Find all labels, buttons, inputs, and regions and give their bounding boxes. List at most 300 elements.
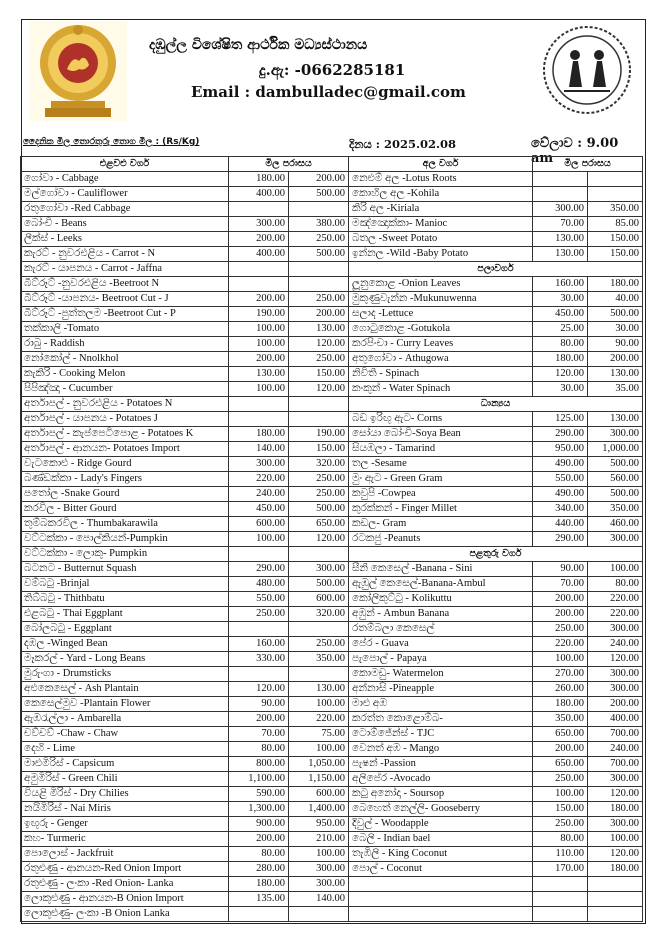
- max-price: 240.00: [588, 742, 643, 757]
- table-row: [349, 907, 643, 922]
- item-name: මාළු අඹ: [349, 697, 533, 712]
- max-price: 700.00: [588, 757, 643, 772]
- min-price: 220.00: [533, 637, 588, 652]
- max-price: 250.00: [289, 637, 349, 652]
- item-name: බණ්ඩක්කා - Lady's Fingers: [21, 472, 229, 487]
- column-header-price-range: මිල පරාසය: [229, 157, 349, 172]
- item-name: බෙහෙත් නෙල්ලි- Gooseberry: [349, 802, 533, 817]
- max-price: 950.00: [289, 817, 349, 832]
- table-row: [349, 457, 643, 472]
- table-row: [21, 607, 349, 622]
- max-price: 350.00: [588, 202, 643, 217]
- max-price: 200.00: [289, 172, 349, 187]
- item-name: දෙහි - Lime: [21, 742, 229, 757]
- table-row: [349, 247, 643, 262]
- item-name: මෑකරල් - Yard - Long Beans: [21, 652, 229, 667]
- max-price: 400.00: [588, 712, 643, 727]
- max-price: [289, 412, 349, 427]
- max-price: 190.00: [289, 427, 349, 442]
- max-price: 80.00: [588, 577, 643, 592]
- max-price: 500.00: [588, 307, 643, 322]
- min-price: 80.00: [229, 847, 289, 862]
- max-price: 300.00: [588, 682, 643, 697]
- section-title: පළතුරු වර්ග: [349, 547, 643, 562]
- min-price: 180.00: [229, 877, 289, 892]
- min-price: 340.00: [533, 502, 588, 517]
- item-name: කොහිල අල -Kohila: [349, 187, 533, 202]
- item-name: කෝලිකුට්ටු - Kolikuttu: [349, 592, 533, 607]
- min-price: 160.00: [533, 277, 588, 292]
- max-price: 220.00: [588, 592, 643, 607]
- max-price: 150.00: [289, 442, 349, 457]
- item-name: වම්බටු -Brinjal: [21, 577, 229, 592]
- min-price: [533, 172, 588, 187]
- section-title: පලාවර්ග: [349, 262, 643, 277]
- table-row: [349, 502, 643, 517]
- max-price: 120.00: [588, 787, 643, 802]
- min-price: 250.00: [533, 622, 588, 637]
- item-name: බතල -Sweet Potato: [349, 232, 533, 247]
- item-name: පැපොල් - Papaya: [349, 652, 533, 667]
- table-row: [21, 442, 349, 457]
- item-name: කැරට් - යාපනය - Carrot - Jaffna: [21, 262, 229, 277]
- min-price: [229, 412, 289, 427]
- table-row: [349, 532, 643, 547]
- min-price: [229, 202, 289, 217]
- max-price: [289, 397, 349, 412]
- table-row: [21, 832, 349, 847]
- table-header-row: [349, 157, 643, 172]
- table-row: [349, 772, 643, 787]
- min-price: 450.00: [533, 307, 588, 322]
- table-row: [349, 427, 643, 442]
- item-name: පැෂන් -Passion: [349, 757, 533, 772]
- min-price: 450.00: [229, 502, 289, 517]
- min-price: [229, 667, 289, 682]
- time: වේලාව : 9.00 am: [531, 136, 619, 166]
- table-row: [349, 562, 643, 577]
- max-price: 200.00: [588, 352, 643, 367]
- table-row: [21, 307, 349, 322]
- item-name: කැකිරි - Cooking Melon: [21, 367, 229, 382]
- max-price: 300.00: [588, 427, 643, 442]
- item-name: පේර - Guava: [349, 637, 533, 652]
- max-price: [289, 907, 349, 922]
- table-row: [349, 892, 643, 907]
- table-row: [21, 697, 349, 712]
- min-price: 70.00: [229, 727, 289, 742]
- item-name: ඇඹරැල්ලා - Ambarella: [21, 712, 229, 727]
- min-price: 240.00: [229, 487, 289, 502]
- min-price: 220.00: [229, 472, 289, 487]
- min-price: 30.00: [533, 382, 588, 397]
- date: දිනය : 2025.02.08: [349, 137, 456, 151]
- min-price: 290.00: [533, 427, 588, 442]
- item-name: [349, 877, 533, 892]
- item-name: මුං ඇට - Green Gram: [349, 472, 533, 487]
- max-price: 100.00: [289, 742, 349, 757]
- min-price: 25.00: [533, 322, 588, 337]
- max-price: 120.00: [289, 337, 349, 352]
- table-row: [21, 712, 349, 727]
- min-price: 180.00: [229, 172, 289, 187]
- max-price: 500.00: [289, 247, 349, 262]
- item-name: නෝකෝල් - Nnolkhol: [21, 352, 229, 367]
- item-name: අමුමිරිස් - Green Chili: [21, 772, 229, 787]
- min-price: 70.00: [533, 217, 588, 232]
- min-price: 180.00: [533, 352, 588, 367]
- item-name: [349, 892, 533, 907]
- table-row: [21, 367, 349, 382]
- max-price: 250.00: [289, 292, 349, 307]
- item-name: සීනි කෙසෙල් -Banana - Sini: [349, 562, 533, 577]
- max-price: 300.00: [289, 562, 349, 577]
- min-price: 480.00: [229, 577, 289, 592]
- item-name: මඤ්ඤොක්කා- Manioc: [349, 217, 533, 232]
- table-row: [21, 292, 349, 307]
- table-row: [21, 622, 349, 637]
- table-row: [349, 832, 643, 847]
- min-price: 200.00: [229, 292, 289, 307]
- min-price: 180.00: [533, 697, 588, 712]
- item-name: අර්තාපල් - ආනයන- Potatoes Import: [21, 442, 229, 457]
- min-price: 200.00: [533, 607, 588, 622]
- min-price: 650.00: [533, 727, 588, 742]
- max-price: 320.00: [289, 607, 349, 622]
- min-price: 100.00: [229, 532, 289, 547]
- item-name: බීට්රූට් -පුත්තලම -Beetroot Cut - P: [21, 307, 229, 322]
- min-price: 120.00: [229, 682, 289, 697]
- max-price: 650.00: [289, 517, 349, 532]
- item-name: අන්නාසි -Pineapple: [349, 682, 533, 697]
- min-price: [229, 397, 289, 412]
- table-row: [21, 817, 349, 832]
- item-name: චව්චව් -Chaw - Chaw: [21, 727, 229, 742]
- max-price: [289, 262, 349, 277]
- max-price: 600.00: [289, 787, 349, 802]
- min-price: 100.00: [229, 322, 289, 337]
- table-row: [349, 577, 643, 592]
- min-price: 120.00: [533, 367, 588, 382]
- max-price: 150.00: [289, 367, 349, 382]
- item-name: අඹුන් - Ambun Banana: [349, 607, 533, 622]
- item-name: ටොම්ජේන්ස් - TJC: [349, 727, 533, 742]
- table-row: [349, 232, 643, 247]
- min-price: 290.00: [533, 532, 588, 547]
- max-price: 250.00: [289, 472, 349, 487]
- max-price: 500.00: [588, 487, 643, 502]
- item-name: කරත්ත කොළොම්බ-: [349, 712, 533, 727]
- max-price: 40.00: [588, 292, 643, 307]
- table-row: [349, 472, 643, 487]
- min-price: 180.00: [229, 427, 289, 442]
- min-price: 490.00: [533, 457, 588, 472]
- min-price: 440.00: [533, 517, 588, 532]
- table-row: [21, 427, 349, 442]
- table-row: [349, 277, 643, 292]
- item-name: වැටකොළු - Ridge Gourd: [21, 457, 229, 472]
- max-price: [588, 892, 643, 907]
- min-price: 1,100.00: [229, 772, 289, 787]
- max-price: [289, 667, 349, 682]
- min-price: 1,300.00: [229, 802, 289, 817]
- max-price: 75.00: [289, 727, 349, 742]
- ministry-seal-icon: [542, 25, 632, 115]
- min-price: 80.00: [229, 742, 289, 757]
- table-row: [21, 757, 349, 772]
- max-price: 220.00: [588, 607, 643, 622]
- table-row: [349, 517, 643, 532]
- max-price: 380.00: [289, 217, 349, 232]
- section-row: [349, 547, 643, 562]
- item-name: වියළි මිරිස් - Dry Chilies: [21, 787, 229, 802]
- section-row: [349, 397, 643, 412]
- table-row: [21, 262, 349, 277]
- min-price: 30.00: [533, 292, 588, 307]
- item-name: වෙනත් අඹ - Mango: [349, 742, 533, 757]
- max-price: 1,400.00: [289, 802, 349, 817]
- item-name: තැඹිලි - King Coconut: [349, 847, 533, 862]
- max-price: 210.00: [289, 832, 349, 847]
- max-price: 560.00: [588, 472, 643, 487]
- item-name: [349, 907, 533, 922]
- table-row: [349, 757, 643, 772]
- max-price: 180.00: [588, 862, 643, 877]
- min-price: 140.00: [229, 442, 289, 457]
- max-price: 300.00: [289, 877, 349, 892]
- max-price: 240.00: [588, 637, 643, 652]
- table-row: [21, 682, 349, 697]
- item-name: තුම්බකරවිල - Thumbakarawila: [21, 517, 229, 532]
- min-price: 110.00: [533, 847, 588, 862]
- table-row: [349, 172, 643, 187]
- min-price: 280.00: [229, 862, 289, 877]
- item-name: කිරි අල -Kiriala: [349, 202, 533, 217]
- table-row: [21, 772, 349, 787]
- table-row: [349, 667, 643, 682]
- other-price-table: [348, 156, 643, 922]
- max-price: 130.00: [588, 412, 643, 427]
- item-name: ගොටුකොළ -Gotukola: [349, 322, 533, 337]
- min-price: 650.00: [533, 757, 588, 772]
- item-name: වට්ටක්කා - පොල්කියන්-Pumpkin: [21, 532, 229, 547]
- max-price: 500.00: [289, 502, 349, 517]
- table-row: [349, 712, 643, 727]
- max-price: 120.00: [289, 532, 349, 547]
- item-name: තිබ්බටු - Thithbatu: [21, 592, 229, 607]
- item-name: වට්ටක්කා - ලොකු- Pumpkin: [21, 547, 229, 562]
- max-price: [289, 547, 349, 562]
- min-price: 130.00: [229, 367, 289, 382]
- table-row: [349, 682, 643, 697]
- max-price: 300.00: [588, 772, 643, 787]
- min-price: [229, 622, 289, 637]
- min-price: 90.00: [229, 697, 289, 712]
- table-row: [349, 307, 643, 322]
- item-name: ඇඹුල් කෙසෙල්-Banana-Ambul: [349, 577, 533, 592]
- table-row: [21, 532, 349, 547]
- item-name: කැරට් - නුවරඑළිය - Carrot - N: [21, 247, 229, 262]
- item-name: කරපිංචා - Curry Leaves: [349, 337, 533, 352]
- item-name: බීට්රූට් -නුවරඑළිය -Beetroot N: [21, 277, 229, 292]
- max-price: 130.00: [289, 322, 349, 337]
- max-price: [588, 187, 643, 202]
- table-row: [21, 847, 349, 862]
- table-row: [21, 397, 349, 412]
- vegetable-price-table: [20, 156, 349, 922]
- item-name: පොලොස් - Jackfruit: [21, 847, 229, 862]
- item-name: ලොකුළුණු - ආනයන-B Onion Import: [21, 892, 229, 907]
- table-row: [21, 502, 349, 517]
- min-price: 590.00: [229, 787, 289, 802]
- min-price: 90.00: [533, 562, 588, 577]
- max-price: 500.00: [289, 577, 349, 592]
- table-row: [21, 652, 349, 667]
- table-row: [349, 442, 643, 457]
- max-price: 100.00: [289, 847, 349, 862]
- table-row: [21, 457, 349, 472]
- max-price: 140.00: [289, 892, 349, 907]
- item-name: රටකජු -Peanuts: [349, 532, 533, 547]
- item-name: බෝංචි - Beans: [21, 217, 229, 232]
- min-price: 130.00: [533, 232, 588, 247]
- min-price: 800.00: [229, 757, 289, 772]
- max-price: 1,000.00: [588, 442, 643, 457]
- min-price: 100.00: [229, 382, 289, 397]
- item-name: ලූනුකොළ -Onion Leaves: [349, 277, 533, 292]
- table-row: [21, 742, 349, 757]
- max-price: 35.00: [588, 382, 643, 397]
- institution-title: දඹුල්ල විශේෂිත ආර්ථික මධ්‍යස්ථානය: [149, 37, 368, 53]
- max-price: [289, 622, 349, 637]
- max-price: 250.00: [289, 352, 349, 367]
- item-name: ඉන්නල -Wild -Baby Potato: [349, 247, 533, 262]
- email: Email : dambulladec@gmail.com: [191, 83, 466, 101]
- max-price: 150.00: [588, 232, 643, 247]
- min-price: 190.00: [229, 307, 289, 322]
- item-name: නිවිති - Spinach: [349, 367, 533, 382]
- max-price: [588, 172, 643, 187]
- min-price: 260.00: [533, 682, 588, 697]
- min-price: 600.00: [229, 517, 289, 532]
- table-row: [349, 412, 643, 427]
- min-price: 950.00: [533, 442, 588, 457]
- table-row: [21, 322, 349, 337]
- item-name: බෙලි - Indian bael: [349, 832, 533, 847]
- max-price: 200.00: [289, 307, 349, 322]
- item-name: දඹල -Winged Bean: [21, 637, 229, 652]
- item-name: ලීක්ස් - Leeks: [21, 232, 229, 247]
- table-row: [21, 562, 349, 577]
- table-row: [349, 697, 643, 712]
- table-row: [349, 607, 643, 622]
- item-name: රතම්බලා කෙසෙල්: [349, 622, 533, 637]
- max-price: 250.00: [289, 232, 349, 247]
- table-row: [21, 217, 349, 232]
- max-price: 700.00: [588, 727, 643, 742]
- item-name: අළුකෙසෙල් - Ash Plantain: [21, 682, 229, 697]
- min-price: 300.00: [229, 457, 289, 472]
- item-name: බෝලබටු - Eggplant: [21, 622, 229, 637]
- table-row: [349, 292, 643, 307]
- max-price: 130.00: [588, 367, 643, 382]
- min-price: 200.00: [229, 352, 289, 367]
- min-price: 490.00: [533, 487, 588, 502]
- max-price: 130.00: [289, 682, 349, 697]
- table-row: [21, 412, 349, 427]
- item-name: රාබු - Raddish: [21, 337, 229, 352]
- table-row: [349, 487, 643, 502]
- table-row: [21, 727, 349, 742]
- min-price: 550.00: [533, 472, 588, 487]
- max-price: 220.00: [289, 712, 349, 727]
- table-row: [21, 517, 349, 532]
- max-price: 350.00: [588, 502, 643, 517]
- max-price: 300.00: [588, 667, 643, 682]
- item-name: එළබටු - Thai Eggplant: [21, 607, 229, 622]
- table-row: [21, 352, 349, 367]
- min-price: [533, 892, 588, 907]
- item-name: ඉඟුරු - Genger: [21, 817, 229, 832]
- item-name: නයිමිරිස් - Nai Miris: [21, 802, 229, 817]
- table-row: [349, 202, 643, 217]
- table-row: [349, 742, 643, 757]
- table-row: [349, 337, 643, 352]
- max-price: 85.00: [588, 217, 643, 232]
- max-price: 1,150.00: [289, 772, 349, 787]
- min-price: 200.00: [229, 712, 289, 727]
- min-price: 400.00: [229, 187, 289, 202]
- item-name: සියඹලා - Tamarind: [349, 442, 533, 457]
- table-row: [21, 232, 349, 247]
- max-price: 320.00: [289, 457, 349, 472]
- item-name: කහ- Turmeric: [21, 832, 229, 847]
- max-price: 200.00: [588, 697, 643, 712]
- item-name: තල -Sesame: [349, 457, 533, 472]
- max-price: 120.00: [588, 847, 643, 862]
- min-price: 330.00: [229, 652, 289, 667]
- table-row: [21, 877, 349, 892]
- item-name: මල්ගෝවා - Cauliflower: [21, 187, 229, 202]
- max-price: 460.00: [588, 517, 643, 532]
- item-name: ලොකුළුණු- ලංකා -B Onion Lanka: [21, 907, 229, 922]
- min-price: [533, 187, 588, 202]
- min-price: [229, 262, 289, 277]
- min-price: 100.00: [229, 337, 289, 352]
- max-price: 300.00: [289, 862, 349, 877]
- item-name: බඩ ඉරිඟු ඇට- Corns: [349, 412, 533, 427]
- min-price: 150.00: [533, 802, 588, 817]
- min-price: 160.00: [229, 637, 289, 652]
- min-price: 250.00: [229, 607, 289, 622]
- item-name: නෙළුම් අල -Lotus Roots: [349, 172, 533, 187]
- item-name: කුරක්කන් - Finger Millet: [349, 502, 533, 517]
- min-price: 80.00: [533, 832, 588, 847]
- item-name: කවුපි -Cowpea: [349, 487, 533, 502]
- table-row: [349, 727, 643, 742]
- max-price: 120.00: [289, 382, 349, 397]
- item-name: මුකුණුවැන්න -Mukunuwenna: [349, 292, 533, 307]
- max-price: 90.00: [588, 337, 643, 352]
- item-name: රතුළුණු - ආනයන-Red Onion Import: [21, 862, 229, 877]
- table-row: [21, 907, 349, 922]
- min-price: 200.00: [533, 592, 588, 607]
- min-price: 250.00: [533, 772, 588, 787]
- max-price: [588, 907, 643, 922]
- column-header-item: එළවළු වර්ග: [21, 157, 229, 172]
- item-name: රතුගෝවා -Red Cabbage: [21, 202, 229, 217]
- item-name: බීට්රූට් -යාපනය- Beetroot Cut - J: [21, 292, 229, 307]
